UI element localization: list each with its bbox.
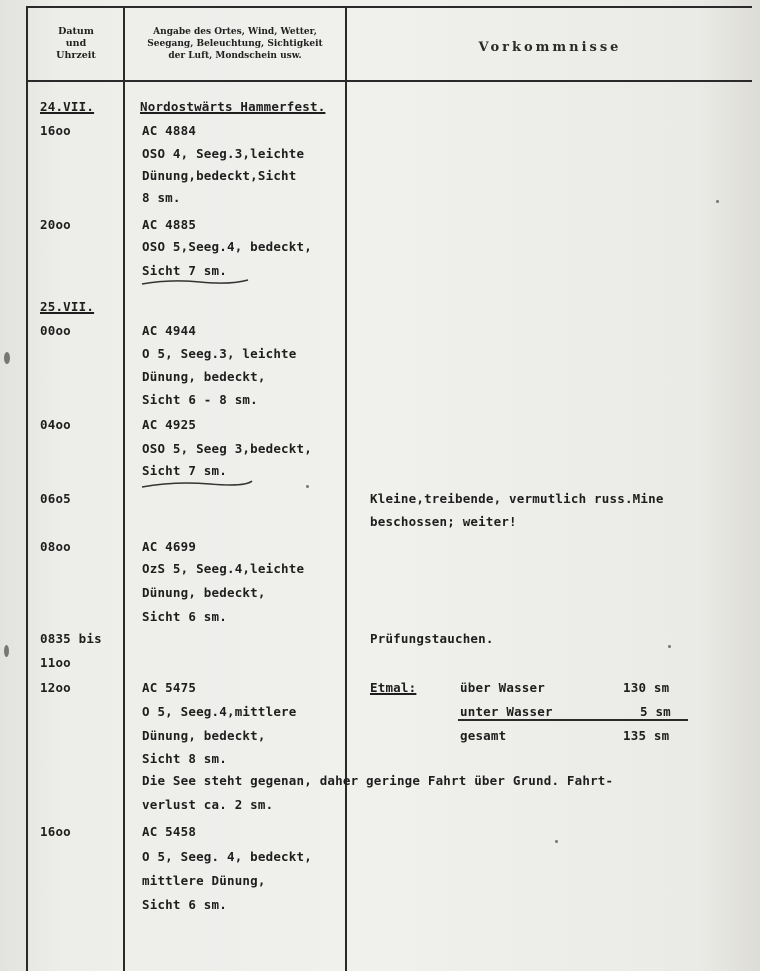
time-2000: 20oo (40, 217, 71, 232)
time-0800: 08oo (40, 539, 71, 554)
header-col2-line1: Angabe des Ortes, Wind, Wetter, (153, 27, 317, 37)
entry-0400-line3: Sicht 7 sm. (142, 463, 227, 478)
header-rule (26, 80, 752, 82)
etmal-row2-value: 5 sm (640, 704, 671, 719)
date-24-july: 24.VII. (40, 99, 95, 114)
entry-0400-line1: AC 4925 (142, 417, 197, 432)
header-date-time (30, 26, 122, 62)
entry-1600-line3: Dünung,bedeckt,Sicht (142, 168, 297, 183)
header-time-line: Uhrzeit (56, 50, 96, 61)
date-25-july: 25.VII. (40, 299, 95, 314)
entry-1200-line2: O 5, Seeg.4,mittlere (142, 704, 297, 719)
etmal-row3-value: 135 sm (623, 728, 670, 743)
time-0605: 06o5 (40, 491, 71, 506)
entry-0800-line1: AC 4699 (142, 539, 197, 554)
header-date-line: Datum (58, 26, 94, 37)
time-1600-b: 16oo (40, 824, 71, 839)
entry-2000-line3: Sicht 7 sm. (142, 263, 227, 278)
note-line1: Die See steht gegenan, daher geringe Fahrt über Grund. Fahrt- (142, 773, 614, 788)
scan-speck (306, 485, 309, 488)
entry-0800-line3: Dünung, bedeckt, (142, 585, 266, 600)
entry-1200-line4: Sicht 8 sm. (142, 751, 227, 766)
scan-speck (668, 645, 671, 648)
time-0835: 0835 bis (40, 631, 102, 646)
etmal-sum-rule (458, 719, 688, 721)
etmal-row3-label: gesamt (460, 728, 507, 743)
time-0400: 04oo (40, 417, 71, 432)
header-location-weather (126, 26, 344, 62)
entry-0000-line3: Dünung, bedeckt, (142, 369, 266, 384)
entry-1600b-line4: Sicht 6 sm. (142, 897, 227, 912)
note-line2: verlust ca. 2 sm. (142, 797, 274, 812)
entry-0800-line2: OzS 5, Seeg.4,leichte (142, 561, 305, 576)
entry-1600b-line1: AC 5458 (142, 824, 197, 839)
time-1100: 11oo (40, 655, 71, 670)
event-dive-test: Prüfungstauchen. (370, 631, 494, 646)
entry-1600-line2: OSO 4, Seeg.3,leichte (142, 146, 305, 161)
etmal-row2-label: unter Wasser (460, 704, 553, 719)
event-0605-line1: Kleine,treibende, vermutlich russ.Mine (370, 491, 664, 506)
header-events: Vorkommnisse (478, 40, 622, 55)
entry-0400-line2: OSO 5, Seeg 3,bedeckt, (142, 441, 312, 456)
entry-1600-line4: 8 sm. (142, 190, 181, 205)
handwritten-underline-2 (140, 477, 255, 491)
etmal-row1-label: über Wasser (460, 680, 545, 695)
event-0605-line2: beschossen; weiter! (370, 514, 517, 529)
header-col2-line3: der Luft, Mondschein usw. (168, 51, 302, 61)
entry-1600b-line3: mittlere Dünung, (142, 873, 266, 888)
time-0000: 00oo (40, 323, 71, 338)
entry-2000-line1: AC 4885 (142, 217, 197, 232)
left-border (26, 6, 28, 971)
time-1200: 12oo (40, 680, 71, 695)
scan-speck (716, 200, 719, 203)
scan-speck (555, 840, 558, 843)
entry-1200-line1: AC 5475 (142, 680, 197, 695)
entry-1600-line1: AC 4884 (142, 123, 197, 138)
top-rule (26, 6, 752, 8)
etmal-label: Etmal: (370, 680, 417, 695)
etmal-row1-value: 130 sm (623, 680, 670, 695)
scan-speck (4, 352, 10, 364)
header-and-line: und (65, 38, 87, 49)
header-col2-line2: Seegang, Beleuchtung, Sichtigkeit (147, 39, 323, 49)
entry-0000-line2: O 5, Seeg.3, leichte (142, 346, 297, 361)
entry-0000-line4: Sicht 6 - 8 sm. (142, 392, 258, 407)
column-divider-1 (123, 6, 125, 971)
scan-speck (4, 645, 9, 657)
entry-0800-line4: Sicht 6 sm. (142, 609, 227, 624)
position-heading: Nordostwärts Hammerfest. (140, 99, 326, 114)
column-divider-2 (345, 6, 347, 971)
handwritten-underline-1 (140, 276, 250, 288)
entry-1600b-line2: O 5, Seeg. 4, bedeckt, (142, 849, 312, 864)
entry-1200-line3: Dünung, bedeckt, (142, 728, 266, 743)
time-1600: 16oo (40, 123, 71, 138)
entry-2000-line2: OSO 5,Seeg.4, bedeckt, (142, 239, 312, 254)
entry-0000-line1: AC 4944 (142, 323, 197, 338)
